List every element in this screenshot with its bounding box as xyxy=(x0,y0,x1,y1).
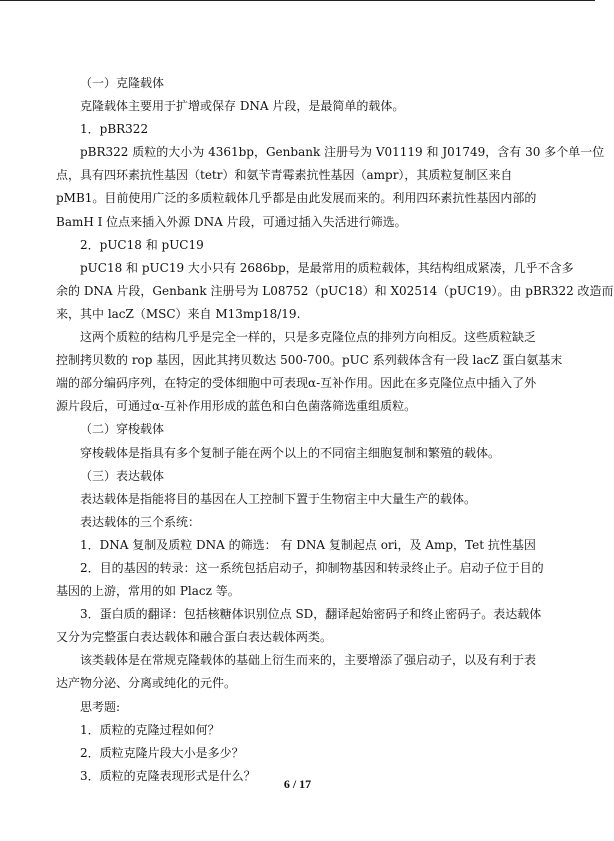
text-line: 余的 DNA 片段，Genbank 注册号为 L08752（pUC18）和 X02514（pUC19）。由 pBR322 改造而 xyxy=(56,283,614,298)
text-line: 2．pUC18 和 pUC19 xyxy=(80,237,204,252)
text-line: BamH I 位点来插入外源 DNA 片段，可通过插入失活进行筛选。 xyxy=(56,214,407,229)
text-line: 克隆载体主要用于扩增或保存 DNA 片段，是最简单的载体。 xyxy=(80,99,405,114)
text-line: pMB1。目前使用广泛的多质粒载体几乎都是由此发展而来的。利用四环素抗性基因内部的 xyxy=(56,191,537,206)
text-line: 该类载体是在常规克隆载体的基础上衍生而来的，主要增添了强启动子，以及有利于表 xyxy=(80,653,537,668)
text-line: （一）克隆载体 xyxy=(80,76,165,90)
text-line: pUC18 和 pUC19 大小只有 2686bp，是最常用的质粒载体，其结构组成紧凑，几乎不含多 xyxy=(80,260,574,275)
text-line: pBR322 质粒的大小为 4361bp，Genbank 注册号为 V01119 和 J01749，含有 30 多个单一位 xyxy=(80,145,605,160)
text-line: 2．质粒克隆片段大小是多少？ xyxy=(80,745,244,760)
text-line: 点，具有四环素抗性基因（tetr）和氨苄青霉素抗性基因（ampr），其质粒复制区来自 xyxy=(56,168,513,183)
text-line: 3．蛋白质的翻译：包括核糖体识别位点 SD，翻译起始密码子和终止密码子。表达载体 xyxy=(80,607,542,622)
text-line: 源片段后，可通过α-互补作用形成的蓝色和白色菌落筛选重组质粒。 xyxy=(56,399,417,414)
page-number: 6 / 17 xyxy=(283,777,312,791)
text-line: 2．目的基因的转录：这一系统包括启动子，抑制物基因和转录终止子。启动子位于目的 xyxy=(80,560,544,575)
text-line: 表达载体是指能将目的基因在人工控制下置于生物宿主中大量生产的载体。 xyxy=(80,491,477,506)
text-line: 3．质粒的克隆表现形式是什么？ xyxy=(80,768,256,783)
text-line: 控制拷贝数的 rop 基因，因此其拷贝数达 500-700。pUC 系列载体含有一段 lacZ 蛋白氨基末 xyxy=(56,353,563,368)
text-line: 表达载体的三个系统： xyxy=(80,514,201,529)
text-line: （二）穿梭载体 xyxy=(80,422,165,437)
text-line: 穿梭载体是指具有多个复制子能在两个以上的不同宿主细胞复制和繁殖的载体。 xyxy=(80,445,501,460)
text-line: 1．DNA 复制及质粒 DNA 的筛选： 有 DNA 复制起点 ori，及 Amp，Tet 抗性基因 xyxy=(80,537,536,552)
text-line: 又分为完整蛋白表达载体和融合蛋白表达载体两类。 xyxy=(56,630,333,645)
text-line: 端的部分编码序列，在特定的受体细胞中可表现α-互补作用。因此在多克隆位点中插入了外 xyxy=(56,376,537,391)
text-line: （三）表达载体 xyxy=(80,468,165,483)
header-rule xyxy=(0,0,595,1)
text-line: 1．质粒的克隆过程如何？ xyxy=(80,722,220,737)
text-line: 基因的上游，常用的如 Placz 等。 xyxy=(56,584,240,599)
text-line: 1．pBR322 xyxy=(80,122,149,137)
text-line: 思考题: xyxy=(80,699,121,714)
text-line: 达产物分泌、分离或纯化的元件。 xyxy=(56,676,237,691)
document-body xyxy=(56,72,614,788)
text-line: 来，其中 lacZ（MSC）来自 M13mp18/19. xyxy=(56,306,301,321)
text-line: 这两个质粒的结构几乎是完全一样的，只是多克隆位点的排列方向相反。这些质粒缺乏 xyxy=(80,330,537,345)
